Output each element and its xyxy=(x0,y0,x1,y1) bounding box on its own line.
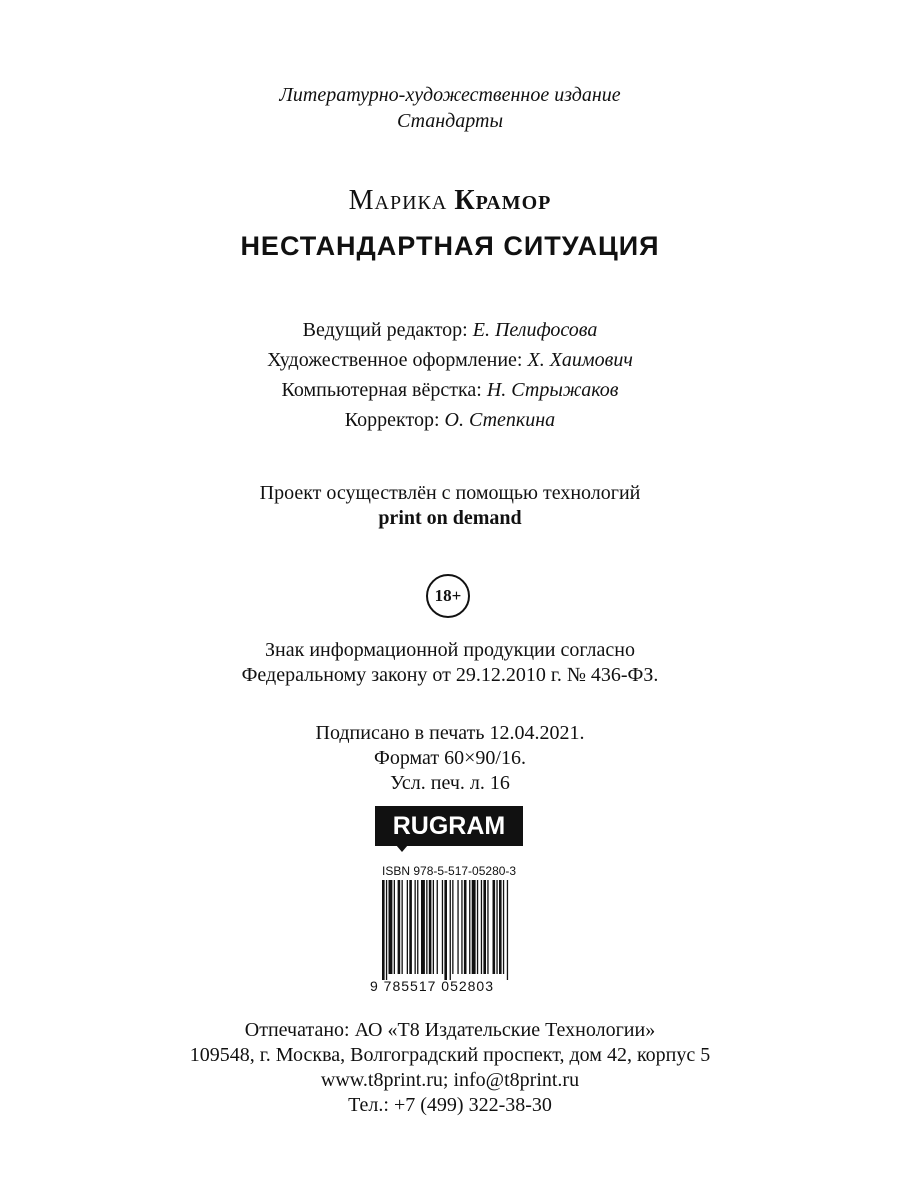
credit-role: Корректор: xyxy=(344,409,440,431)
credit-role: Компьютерная вёрстка: xyxy=(281,379,482,401)
credit-line xyxy=(0,377,900,403)
isbn-barcode xyxy=(370,862,530,1002)
barcode-bar xyxy=(389,880,393,974)
barcode-bars xyxy=(370,880,530,980)
book-format: Формат 60×90/16. xyxy=(374,747,526,769)
isbn-number: ISBN 978-5-517-05280-3 xyxy=(382,864,517,878)
printer-address: 109548, г. Москва, Волгоградский проспект, дом 42, корпус 5 xyxy=(189,1044,711,1066)
barcode-bar xyxy=(493,880,496,974)
credit-line xyxy=(0,347,900,373)
printer-phone: Тел.: +7 (499) 322-38-30 xyxy=(348,1094,552,1116)
law-note-line1: Знак информационной продукции согласно xyxy=(265,639,635,661)
barcode-bar xyxy=(477,880,478,974)
author-name xyxy=(0,185,900,216)
barcode-bar xyxy=(507,880,508,980)
credit-role: Художественное оформление: xyxy=(267,349,523,371)
rugram-logo: RUGRAM xyxy=(375,806,523,846)
barcode-bar xyxy=(464,880,467,974)
barcode-bar xyxy=(483,880,486,974)
barcode-bar xyxy=(469,880,470,974)
credit-line xyxy=(0,407,900,433)
barcode-bar xyxy=(402,880,403,974)
barcode-bar xyxy=(398,880,401,974)
series-name: Стандарты xyxy=(396,110,504,132)
law-note-line2: Федеральному закону от 29.12.2010 г. № 436-ФЗ. xyxy=(241,664,659,686)
credit-role: Ведущий редактор: xyxy=(302,319,468,341)
print-on-demand: print on demand xyxy=(378,507,522,529)
project-note: Проект осуществлён с помощью технологий xyxy=(259,482,641,504)
barcode-bar xyxy=(503,880,504,974)
logo-pointer xyxy=(396,845,408,852)
credit-name: Н. Стрыжаков xyxy=(486,379,619,401)
barcode-bar xyxy=(461,880,462,974)
barcode-bar xyxy=(386,880,387,980)
printer-web: www.t8print.ru; info@t8print.ru xyxy=(320,1069,580,1091)
printer-name: Отпечатано: АО «Т8 Издательские Технологии» xyxy=(244,1019,656,1041)
credit-name: О. Степкина xyxy=(444,409,556,431)
barcode-bar xyxy=(487,880,488,974)
book-title: НЕСТАНДАРТНАЯ СИТУАЦИЯ xyxy=(240,231,660,261)
barcode-bar xyxy=(415,880,416,974)
printed-sheets: Усл. печ. л. 16 xyxy=(390,772,510,794)
credit-name: Х. Хаимович xyxy=(527,349,633,371)
barcode-bar xyxy=(452,880,453,974)
barcode-bar xyxy=(417,880,418,974)
barcode-bar xyxy=(481,880,482,974)
barcode-bar xyxy=(394,880,395,974)
barcode-bar xyxy=(472,880,476,974)
barcode-bar xyxy=(382,880,385,980)
barcode-bar xyxy=(429,880,432,974)
barcode-bar xyxy=(450,880,451,980)
barcode-bar xyxy=(437,880,438,974)
barcode-bar xyxy=(407,880,408,974)
author-first-name: Марика xyxy=(348,185,448,216)
credit-name: Е. Пелифосова xyxy=(472,319,598,341)
barcode-bar xyxy=(426,880,427,974)
age-rating-badge: 18+ xyxy=(426,574,470,618)
author-last-name: Крамор xyxy=(454,185,552,216)
barcode-bar xyxy=(444,880,447,980)
barcode-digits: 9 785517 052803 xyxy=(370,978,494,994)
barcode-bar xyxy=(457,880,458,974)
barcode-bar xyxy=(421,880,425,974)
barcode-bar xyxy=(409,880,412,974)
series-label: Литературно-художественное издание xyxy=(279,84,621,106)
credit-line xyxy=(0,317,900,343)
barcode-bar xyxy=(442,880,443,974)
signed-date: Подписано в печать 12.04.2021. xyxy=(315,722,585,744)
barcode-bar xyxy=(433,880,434,974)
barcode-bar xyxy=(499,880,502,974)
barcode-bar xyxy=(496,880,497,974)
